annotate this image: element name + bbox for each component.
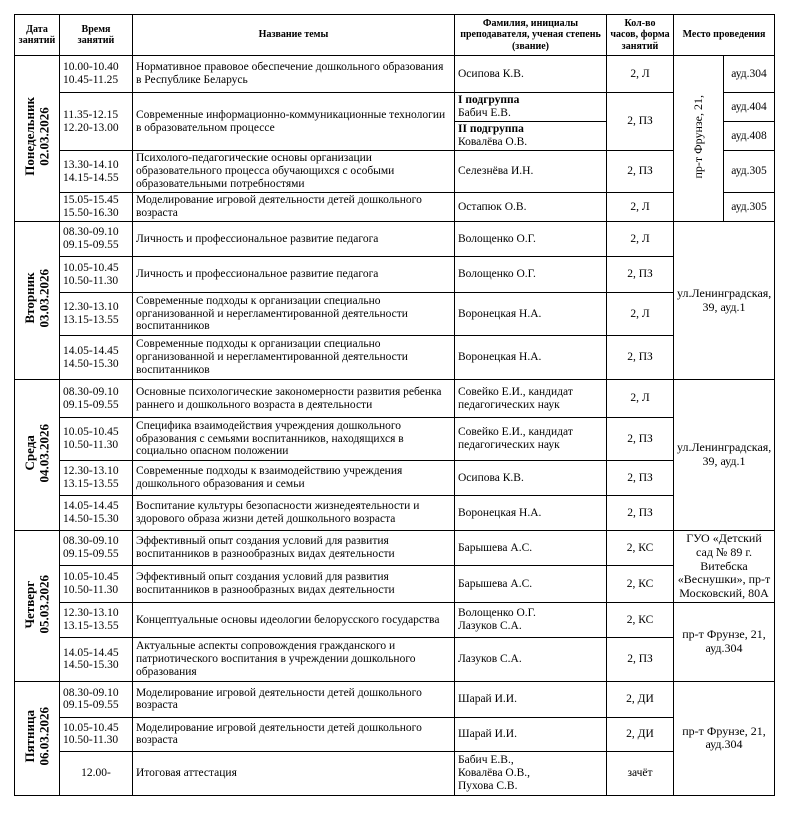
topic-cell: Личность и профессиональное развитие педагога bbox=[133, 257, 455, 293]
room-cell: ауд.305 bbox=[724, 151, 775, 193]
header-topic: Название темы bbox=[133, 15, 455, 56]
topic-cell: Специфика взаимодействия учреждения дошкольного образования с семьями воспитанников, находящихся в социально опасном положении bbox=[133, 418, 455, 461]
day-date: 02.03.2026 bbox=[36, 107, 51, 166]
day-name: Вторник bbox=[21, 273, 37, 325]
time-cell: 10.05-10.45 10.50-11.30 bbox=[60, 717, 133, 751]
day-date: 03.03.2026 bbox=[36, 269, 51, 328]
table-row bbox=[15, 602, 775, 637]
teacher-subgroup-2 bbox=[455, 122, 607, 151]
subgroup-teacher: Ковалёва О.В. bbox=[458, 136, 528, 148]
teacher-cell: Бабич Е.В., Ковалёва О.В., Пухова С.В. bbox=[455, 751, 607, 795]
day-name: Четверг bbox=[21, 580, 37, 628]
topic-cell: Моделирование игровой деятельности детей дошкольного возраста bbox=[133, 717, 455, 751]
table-row bbox=[15, 56, 775, 93]
time-cell: 15.05-15.45 15.50-16.30 bbox=[60, 193, 133, 222]
topic-cell: Актуальные аспекты сопровождения гражданского и патриотического воспитания в учреждении дошкольного образования bbox=[133, 637, 455, 681]
place-cell: пр-т Фрунзе, 21, ауд.304 bbox=[674, 602, 775, 681]
time-cell: 10.05-10.45 10.50-11.30 bbox=[60, 257, 133, 293]
table-row bbox=[15, 496, 775, 531]
hours-cell: 2, КС bbox=[607, 566, 674, 603]
table-row bbox=[15, 293, 775, 336]
topic-cell: Личность и профессиональное развитие педагога bbox=[133, 222, 455, 257]
header-hours: Кол-во часов, форма занятий bbox=[607, 15, 674, 56]
room-cell: ауд.408 bbox=[724, 122, 775, 151]
place-cell: ГУО «Детский сад № 89 г. Витебска «Веснушки», пр-т Московский, 80А bbox=[674, 531, 775, 603]
hours-cell: 2, Л bbox=[607, 293, 674, 336]
topic-cell: Нормативное правовое обеспечение дошкольного образования в Республике Беларусь bbox=[133, 56, 455, 93]
table-row bbox=[15, 257, 775, 293]
hours-cell: 2, ПЗ bbox=[607, 257, 674, 293]
day-date: 04.03.2026 bbox=[36, 423, 51, 483]
teacher-cell: Лазуков С.А. bbox=[455, 637, 607, 681]
topic-cell: Воспитание культуры безопасности жизнедеятельности и здорового образа жизни детей дошкольного возраста bbox=[133, 496, 455, 531]
time-cell: 13.30-14.10 14.15-14.55 bbox=[60, 151, 133, 193]
place-cell: ул.Ленинградская, 39, ауд.1 bbox=[674, 222, 775, 380]
time-cell: 10.05-10.45 10.50-11.30 bbox=[60, 418, 133, 461]
hours-cell: 2, ДИ bbox=[607, 681, 674, 717]
place-cell bbox=[674, 56, 724, 222]
table-row bbox=[15, 637, 775, 681]
teacher-cell: Совейко Е.И., кандидат педагогических наук bbox=[455, 380, 607, 418]
hours-cell: 2, Л bbox=[607, 222, 674, 257]
header-teacher: Фамилия, инициалы преподавателя, ученая степень (звание) bbox=[455, 15, 607, 56]
teacher-cell: Осипова К.В. bbox=[455, 56, 607, 93]
subgroup-label: I подгруппа bbox=[458, 94, 520, 107]
teacher-cell: Селезнёва И.Н. bbox=[455, 151, 607, 193]
header-row bbox=[15, 15, 775, 56]
hours-cell: 2, ДИ bbox=[607, 717, 674, 751]
day-tuesday bbox=[15, 222, 60, 380]
topic-cell: Современные подходы к организации специально организованной и нерегламентированной деятельности воспитанников bbox=[133, 336, 455, 380]
teacher-cell: Осипова К.В. bbox=[455, 461, 607, 496]
table-row bbox=[15, 151, 775, 193]
time-cell: 14.05-14.45 14.50-15.30 bbox=[60, 336, 133, 380]
header-date: Дата занятий bbox=[15, 15, 60, 56]
teacher-cell: Волощенко О.Г. bbox=[455, 257, 607, 293]
teacher-cell: Барышева А.С. bbox=[455, 566, 607, 603]
table-row bbox=[15, 531, 775, 566]
time-cell: 08.30-09.10 09.15-09.55 bbox=[60, 681, 133, 717]
topic-cell: Концептуальные основы идеологии белорусского государства bbox=[133, 602, 455, 637]
day-thursday bbox=[15, 531, 60, 682]
time-cell: 14.05-14.45 14.50-15.30 bbox=[60, 496, 133, 531]
topic-cell: Психолого-педагогические основы организации образовательного процесса обучающихся с особыми образовательными потребностями bbox=[133, 151, 455, 193]
schedule-sheet bbox=[14, 14, 775, 796]
table-row bbox=[15, 93, 775, 122]
topic-cell: Современные информационно-коммуникационные технологии в образовательном процессе bbox=[133, 93, 455, 151]
teacher-cell: Совейко Е.И., кандидат педагогических наук bbox=[455, 418, 607, 461]
topic-cell: Современные подходы к организации специально организованной и нерегламентированной деятельности воспитанников bbox=[133, 293, 455, 336]
time-cell: 12.30-13.10 13.15-13.55 bbox=[60, 461, 133, 496]
teacher-cell: Воронецкая Н.А. bbox=[455, 293, 607, 336]
hours-cell: 2, Л bbox=[607, 193, 674, 222]
time-cell: 10.05-10.45 10.50-11.30 bbox=[60, 566, 133, 603]
day-date: 06.03.2026 bbox=[36, 707, 51, 766]
room-cell: ауд.304 bbox=[724, 56, 775, 93]
table-row bbox=[15, 461, 775, 496]
topic-cell: Моделирование игровой деятельности детей дошкольного возраста bbox=[133, 681, 455, 717]
header-place: Место проведения bbox=[674, 15, 775, 56]
topic-cell: Эффективный опыт создания условий для развития воспитанников в разнообразных видах деятельности bbox=[133, 531, 455, 566]
time-cell: 12.30-13.10 13.15-13.55 bbox=[60, 602, 133, 637]
hours-cell: 2, ПЗ bbox=[607, 336, 674, 380]
header-time: Время занятий bbox=[60, 15, 133, 56]
hours-cell: 2, ПЗ bbox=[607, 496, 674, 531]
topic-cell: Современные подходы к взаимодействию учреждения дошкольного образования и семьи bbox=[133, 461, 455, 496]
schedule-table bbox=[14, 14, 775, 796]
time-cell: 08.30-09.10 09.15-09.55 bbox=[60, 222, 133, 257]
hours-cell: 2, ПЗ bbox=[607, 93, 674, 151]
hours-cell: 2, ПЗ bbox=[607, 418, 674, 461]
teacher-cell: Волощенко О.Г. bbox=[455, 222, 607, 257]
time-cell: 12.00- bbox=[60, 751, 133, 795]
topic-cell: Моделирование игровой деятельности детей дошкольного возраста bbox=[133, 193, 455, 222]
table-row bbox=[15, 193, 775, 222]
table-row bbox=[15, 418, 775, 461]
room-cell: ауд.404 bbox=[724, 93, 775, 122]
hours-cell: 2, ПЗ bbox=[607, 637, 674, 681]
teacher-subgroup-1 bbox=[455, 93, 607, 122]
teacher-cell: Волощенко О.Г. Лазуков С.А. bbox=[455, 602, 607, 637]
hours-cell: зачёт bbox=[607, 751, 674, 795]
hours-cell: 2, Л bbox=[607, 56, 674, 93]
day-wednesday bbox=[15, 380, 60, 531]
table-row bbox=[15, 717, 775, 751]
time-cell: 12.30-13.10 13.15-13.55 bbox=[60, 293, 133, 336]
table-row bbox=[15, 566, 775, 603]
table-row bbox=[15, 336, 775, 380]
day-date: 05.03.2026 bbox=[36, 574, 51, 634]
day-friday bbox=[15, 681, 60, 795]
topic-cell: Итоговая аттестация bbox=[133, 751, 455, 795]
time-cell: 14.05-14.45 14.50-15.30 bbox=[60, 637, 133, 681]
subgroup-label: II подгруппа bbox=[458, 123, 524, 136]
hours-cell: 2, КС bbox=[607, 602, 674, 637]
place-cell: пр-т Фрунзе, 21, ауд.304 bbox=[674, 681, 775, 795]
teacher-cell: Шарай И.И. bbox=[455, 717, 607, 751]
teacher-cell: Шарай И.И. bbox=[455, 681, 607, 717]
day-name: Пятница bbox=[21, 710, 37, 763]
topic-cell: Эффективный опыт создания условий для развития воспитанников в разнообразных видах деятельности bbox=[133, 566, 455, 603]
place-text: пр-т Фрунзе, 21, bbox=[690, 94, 705, 179]
table-row bbox=[15, 380, 775, 418]
teacher-cell: Барышева А.С. bbox=[455, 531, 607, 566]
teacher-cell: Воронецкая Н.А. bbox=[455, 496, 607, 531]
hours-cell: 2, ПЗ bbox=[607, 461, 674, 496]
topic-cell: Основные психологические закономерности развития ребенка раннего и дошкольного возраста в деятельности bbox=[133, 380, 455, 418]
teacher-cell: Воронецкая Н.А. bbox=[455, 336, 607, 380]
room-cell: ауд.305 bbox=[724, 193, 775, 222]
day-monday bbox=[15, 56, 60, 222]
hours-cell: 2, ПЗ bbox=[607, 151, 674, 193]
time-cell: 08.30-09.10 09.15-09.55 bbox=[60, 380, 133, 418]
time-cell: 10.00-10.40 10.45-11.25 bbox=[60, 56, 133, 93]
teacher-cell: Остапюк О.В. bbox=[455, 193, 607, 222]
time-cell: 11.35-12.15 12.20-13.00 bbox=[60, 93, 133, 151]
table-row bbox=[15, 222, 775, 257]
day-name: Среда bbox=[21, 435, 37, 471]
place-cell: ул.Ленинградская, 39, ауд.1 bbox=[674, 380, 775, 531]
table-row bbox=[15, 751, 775, 795]
hours-cell: 2, Л bbox=[607, 380, 674, 418]
hours-cell: 2, КС bbox=[607, 531, 674, 566]
time-cell: 08.30-09.10 09.15-09.55 bbox=[60, 531, 133, 566]
subgroup-teacher: Бабич Е.В. bbox=[458, 107, 511, 119]
day-name: Понедельник bbox=[21, 97, 37, 176]
table-row bbox=[15, 681, 775, 717]
